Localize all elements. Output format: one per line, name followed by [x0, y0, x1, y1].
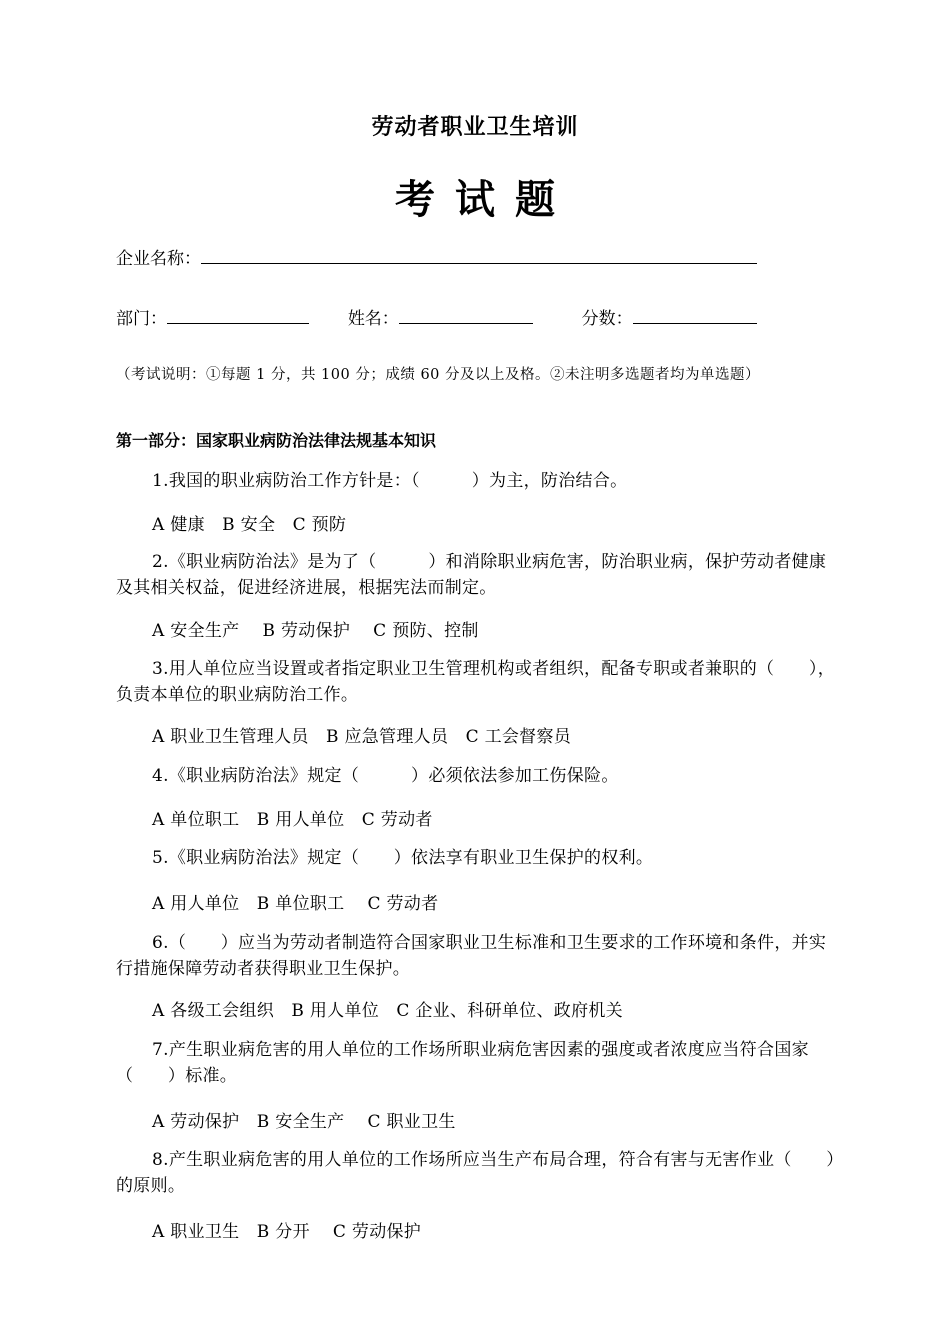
question-5-options: A 用人单位 B 单位职工 C 劳动者: [152, 894, 439, 914]
question-6: 6.（ ）应当为劳动者制造符合国家职业卫生标准和卫生要求的工作环境和条件，并实行措施保障劳动者获得职业卫生保护。: [116, 933, 827, 979]
question-8-options: A 职业卫生 B 分开 C 劳动保护: [152, 1222, 422, 1242]
question-4-options: A 单位职工 B 用人单位 C 劳动者: [152, 810, 433, 830]
name-field[interactable]: [399, 305, 533, 324]
department-label: 部门：: [116, 309, 167, 329]
score-field[interactable]: [633, 305, 757, 324]
question-7: 7.产生职业病危害的用人单位的工作场所职业病危害因素的强度或者浓度应当符合国家（ ）标准。: [116, 1040, 809, 1086]
exam-title: 考试题: [395, 176, 575, 223]
question-1: 1.我国的职业病防治工作方针是：（ ）为主，防治结合。: [152, 471, 628, 491]
company-name-field[interactable]: [201, 245, 757, 264]
question-3-options: A 职业卫生管理人员 B 应急管理人员 C 工会督察员: [152, 727, 572, 747]
question-7-options: A 劳动保护 B 安全生产 C 职业卫生: [152, 1112, 456, 1132]
question-1-options: A 健康 B 安全 C 预防: [152, 515, 347, 535]
question-8: 8.产生职业病危害的用人单位的工作场所应当生产布局合理，符合有害与无害作业（ ）的原则。: [116, 1150, 836, 1196]
info-row: [116, 304, 757, 329]
question-2: 2.《职业病防治法》是为了（ ）和消除职业病危害，防治职业病，保护劳动者健康及其相关权益，促进经济进展，根据宪法而制定。: [116, 552, 827, 598]
department-field[interactable]: [167, 305, 309, 324]
score-label: 分数：: [581, 309, 633, 329]
company-row: [116, 244, 757, 269]
question-2-options: A 安全生产 B 劳动保护 C 预防、控制: [152, 621, 479, 641]
section-heading: 第一部分：国家职业病防治法律法规基本知识: [116, 431, 437, 450]
question-4: 4.《职业病防治法》规定（ ）必须依法参加工伤保险。: [152, 766, 619, 786]
exam-instructions: （考试说明：①每题 1 分，共 100 分；成绩 60 分及以上及格。②未注明多选题者均为单选题）: [116, 367, 761, 383]
exam-subtitle: 劳动者职业卫生培训: [371, 114, 579, 140]
question-6-options: A 各级工会组织 B 用人单位 C 企业、科研单位、政府机关: [152, 1001, 623, 1021]
question-5: 5.《职业病防治法》规定（ ）依法享有职业卫生保护的权利。: [152, 848, 654, 868]
question-3: 3.用人单位应当设置或者指定职业卫生管理机构或者组织，配备专职或者兼职的（ ），负责本单位的职业病防治工作。: [116, 659, 836, 705]
company-label: 企业名称：: [116, 249, 201, 269]
name-label: 姓名：: [347, 309, 399, 329]
